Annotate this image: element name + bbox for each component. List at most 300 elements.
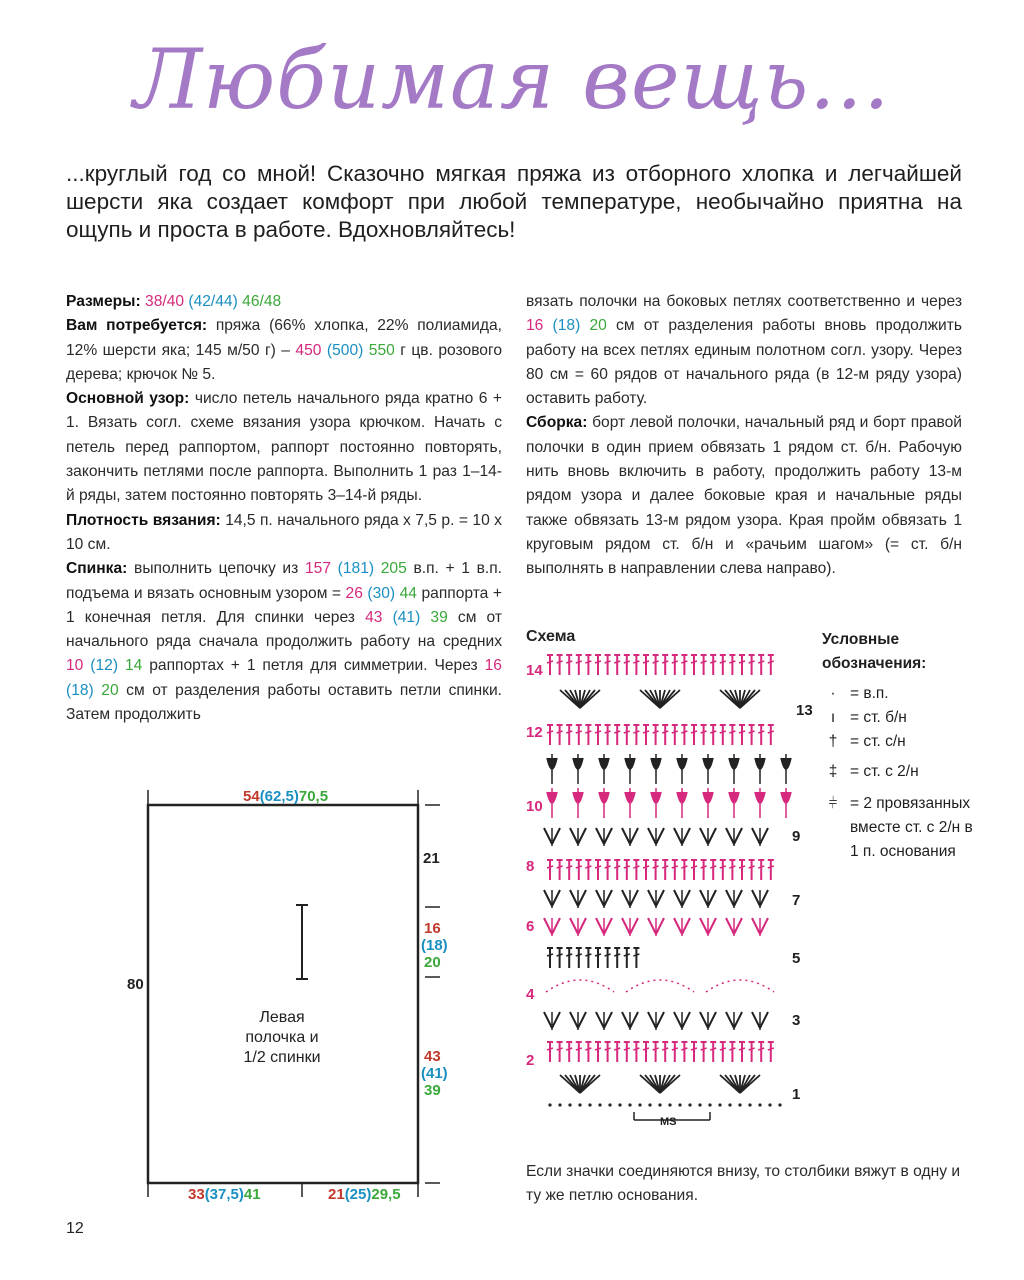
row-2-stitch-bar bbox=[576, 1048, 582, 1050]
yarn-b: (500) bbox=[326, 341, 364, 359]
row-14-stitch-bar bbox=[672, 661, 678, 663]
row-12-stitch-bar bbox=[624, 731, 630, 733]
legend-text-sc: = ст. б/н bbox=[850, 709, 907, 726]
assembly-paragraph bbox=[526, 411, 962, 581]
row-2-stitch-bar bbox=[681, 1048, 687, 1050]
back-b1: (181) bbox=[337, 560, 375, 578]
row-2-stitch-bar bbox=[566, 1048, 572, 1050]
row-2-stitch-bar bbox=[701, 1048, 707, 1050]
page-number: 12 bbox=[66, 1220, 84, 1237]
row-0-chain bbox=[728, 1103, 731, 1106]
row-14-stitch-bar bbox=[681, 661, 687, 663]
row-3-v-left bbox=[622, 1012, 630, 1028]
treble-crochet-icon: ‡ bbox=[828, 763, 838, 780]
back-b3: (41) bbox=[392, 608, 421, 626]
row-8-stitch-bar bbox=[691, 866, 697, 868]
row-3-v-left bbox=[700, 1012, 708, 1028]
yarn-c: 550 bbox=[368, 341, 395, 359]
back-a4: 10 bbox=[66, 657, 84, 675]
row-3-v-right bbox=[630, 1012, 638, 1028]
row-14-stitch-bar bbox=[624, 661, 630, 663]
row-14-stitch-bar bbox=[701, 661, 707, 663]
row-12-stitch-bar bbox=[758, 731, 764, 733]
row-6-v-left bbox=[648, 918, 656, 934]
row-3-v-right bbox=[682, 1012, 690, 1028]
row-14-stitch-bar bbox=[662, 661, 668, 663]
row-8-stitch-bar bbox=[633, 866, 639, 868]
size-c: 46/48 bbox=[242, 293, 282, 310]
row-number-6: 6 bbox=[526, 918, 535, 935]
lower-a: 43 bbox=[424, 1048, 441, 1065]
chain-stitch-icon: · bbox=[830, 685, 836, 702]
row-0-chain bbox=[628, 1103, 631, 1106]
row-2-stitch-bar bbox=[768, 1048, 774, 1050]
back-c1: 205 bbox=[380, 560, 407, 578]
row-3-v-right bbox=[604, 1012, 612, 1028]
size-a: 38/40 bbox=[145, 293, 185, 310]
row-0-chain bbox=[598, 1103, 601, 1106]
row-2-stitch-bar bbox=[691, 1048, 697, 1050]
gauge-label: Плотность вязания: bbox=[66, 511, 221, 529]
back-text-2: в.п. + 1 в.п. подъема и вязать основным узором = bbox=[66, 560, 502, 602]
assembly-text: борт левой полочки, начальный ряд и борт правой полочки в один прием обвязать 1 рядом ст. б/н. Рабочую нить вновь включить в работу, продолжить работу 13-м рядом узора и далее боковые края и начальные ряды также обвязать 13-м рядом узора. Края пройм обвязать 1 круговым рядом ст. б/н и «рачьим шагом» (= ст. б/н выполнять в направлении слева направо). bbox=[526, 414, 962, 578]
row-6-v-right bbox=[552, 918, 560, 934]
legend-item-sc bbox=[822, 706, 982, 730]
back-b4: (12) bbox=[90, 657, 119, 675]
row-8-stitch-bar bbox=[662, 866, 668, 868]
row-8-stitch-bar bbox=[585, 866, 591, 868]
legend bbox=[822, 628, 982, 864]
back-text-1: выполнить цепочку из bbox=[134, 560, 299, 578]
row-14-stitch-bar bbox=[595, 661, 601, 663]
row-6-v-right bbox=[578, 918, 586, 934]
back-c2: 44 bbox=[399, 584, 417, 602]
row-8-stitch-bar bbox=[566, 866, 572, 868]
row-6-v-right bbox=[760, 918, 768, 934]
row-14-stitch-bar bbox=[749, 661, 755, 663]
row-9-v-right bbox=[682, 828, 690, 844]
row-2-stitch-bar bbox=[585, 1048, 591, 1050]
sizes-label: Размеры: bbox=[66, 293, 141, 310]
row-12-stitch-bar bbox=[729, 731, 735, 733]
row-5-stitch-bar bbox=[624, 954, 630, 956]
row-0-chain bbox=[738, 1103, 741, 1106]
row-14-stitch-bar bbox=[585, 661, 591, 663]
row-12-stitch-bar bbox=[710, 731, 716, 733]
row-2-stitch-bar bbox=[557, 1048, 563, 1050]
row-number-8: 8 bbox=[526, 858, 535, 875]
row-5-stitch-bar bbox=[576, 954, 582, 956]
row-7-v-left bbox=[674, 890, 682, 906]
row-2-stitch-bar bbox=[614, 1048, 620, 1050]
pattern-piece-diagram bbox=[120, 785, 450, 1205]
piece-outline bbox=[148, 805, 418, 1183]
row-9-v-left bbox=[570, 828, 578, 844]
row-6-v-right bbox=[604, 918, 612, 934]
row-9-v-left bbox=[726, 828, 734, 844]
back-paragraph bbox=[66, 557, 502, 727]
row-7-v-right bbox=[552, 890, 560, 906]
row-number-3: 3 bbox=[792, 1012, 801, 1029]
bottom-left-a: 33 bbox=[188, 1186, 205, 1203]
row-6-v-left bbox=[544, 918, 552, 934]
back-a2: 26 bbox=[345, 584, 363, 602]
row-0-chain bbox=[588, 1103, 591, 1106]
row-7-v-right bbox=[760, 890, 768, 906]
right-column bbox=[526, 290, 962, 582]
row-3-v-right bbox=[760, 1012, 768, 1028]
row-7-v-right bbox=[682, 890, 690, 906]
row-0-chain bbox=[718, 1103, 721, 1106]
row-0-chain bbox=[558, 1103, 561, 1106]
row-3-v-left bbox=[570, 1012, 578, 1028]
row-7-v-left bbox=[700, 890, 708, 906]
row-9-v-right bbox=[604, 828, 612, 844]
row-0-chain bbox=[778, 1103, 781, 1106]
row-0-chain bbox=[648, 1103, 651, 1106]
row-2-stitch-bar bbox=[758, 1048, 764, 1050]
row-8-stitch-bar bbox=[758, 866, 764, 868]
row-3-v-left bbox=[726, 1012, 734, 1028]
row-8-stitch-bar bbox=[720, 866, 726, 868]
row-2-stitch-bar bbox=[720, 1048, 726, 1050]
row-5-stitch-bar bbox=[633, 954, 639, 956]
width-b: (62,5) bbox=[259, 788, 299, 805]
bottom-right-label bbox=[328, 1186, 401, 1203]
row-9-v-left bbox=[648, 828, 656, 844]
row-2-stitch-bar bbox=[662, 1048, 668, 1050]
continue-text-1: вязать полочки на боковых петлях соответственно и через bbox=[526, 293, 962, 310]
split-height-label bbox=[421, 920, 448, 971]
row-14-stitch-bar bbox=[643, 661, 649, 663]
row-2-stitch-bar bbox=[595, 1048, 601, 1050]
row-3-v-left bbox=[752, 1012, 760, 1028]
row-12-stitch-bar bbox=[749, 731, 755, 733]
row-2-stitch-bar bbox=[653, 1048, 659, 1050]
ms-label: MS bbox=[660, 1116, 677, 1128]
gauge-text: 14,5 п. начального ряда х 7,5 р. = 10 х 10 см. bbox=[66, 511, 502, 553]
row-12-stitch-bar bbox=[681, 731, 687, 733]
row-8-stitch-bar bbox=[710, 866, 716, 868]
row-7-v-left bbox=[726, 890, 734, 906]
back-a5: 16 bbox=[484, 657, 502, 675]
double-crochet-icon: † bbox=[828, 733, 838, 750]
row-6-v-left bbox=[726, 918, 734, 934]
split-c: 20 bbox=[424, 954, 441, 971]
row-4-arch bbox=[706, 980, 774, 992]
back-a1: 157 bbox=[304, 560, 331, 578]
row-7-v-left bbox=[570, 890, 578, 906]
row-12-stitch-bar bbox=[662, 731, 668, 733]
legend-text-tr: = ст. с 2/н bbox=[850, 763, 919, 780]
row-0-chain bbox=[658, 1103, 661, 1106]
row-3-v-right bbox=[552, 1012, 560, 1028]
row-6-v-left bbox=[570, 918, 578, 934]
back-text-5: раппортах + 1 петля для симметрии. Через bbox=[149, 657, 478, 675]
row-2-stitch-bar bbox=[672, 1048, 678, 1050]
row-0-chain bbox=[708, 1103, 711, 1106]
row-2-stitch-bar bbox=[739, 1048, 745, 1050]
row-7-v-right bbox=[708, 890, 716, 906]
row-number-2: 2 bbox=[526, 1052, 535, 1069]
row-6-v-right bbox=[682, 918, 690, 934]
row-8-stitch-bar bbox=[595, 866, 601, 868]
row-12-stitch-bar bbox=[614, 731, 620, 733]
row-0-chain bbox=[688, 1103, 691, 1106]
row-0-chain bbox=[548, 1103, 551, 1106]
row-8-stitch-bar bbox=[672, 866, 678, 868]
row-6-v-right bbox=[656, 918, 664, 934]
row-6-v-right bbox=[630, 918, 638, 934]
bottom-right-a: 21 bbox=[328, 1186, 345, 1203]
row-number-7: 7 bbox=[792, 892, 801, 909]
lower-c: 39 bbox=[424, 1082, 441, 1099]
row-14-stitch-bar bbox=[729, 661, 735, 663]
row-6-v-left bbox=[752, 918, 760, 934]
bottom-left-b: (37,5) bbox=[204, 1186, 244, 1203]
row-7-v-right bbox=[630, 890, 638, 906]
back-text-4: см от начального ряда сначала продолжить работу на средних bbox=[66, 608, 503, 651]
row-8-stitch-bar bbox=[749, 866, 755, 868]
row-number-1: 1 bbox=[792, 1086, 801, 1103]
row-8-stitch-bar bbox=[701, 866, 707, 868]
legend-title: Условные обозначения: bbox=[822, 631, 927, 672]
back-label: Спинка: bbox=[66, 560, 128, 578]
row-12-stitch-bar bbox=[566, 731, 572, 733]
row-9-v-left bbox=[596, 828, 604, 844]
sizes-paragraph bbox=[66, 290, 502, 314]
row-14-stitch-bar bbox=[576, 661, 582, 663]
scheme-title: Схема bbox=[526, 628, 576, 645]
row-3-v-right bbox=[578, 1012, 586, 1028]
row-9-v-left bbox=[752, 828, 760, 844]
pattern-text: число петель начального ряда кратно 6 + 1. Вязать согл. схеме вязания узора крючком. Начать с петель перед раппортом, раппорт постоянно повторять, закончить петлями после раппорта. Выполнить 1 раз 1–14-й ряды, затем постоянно повторять 3–14-й ряды. bbox=[66, 390, 502, 505]
row-number-4: 4 bbox=[526, 986, 535, 1003]
row-9-v-left bbox=[700, 828, 708, 844]
row-14-stitch-bar bbox=[691, 661, 697, 663]
row-6-v-right bbox=[708, 918, 716, 934]
row-8-stitch-bar bbox=[605, 866, 611, 868]
back-c3: 39 bbox=[430, 608, 448, 626]
legend-item-dc bbox=[822, 730, 982, 754]
split-a: 16 bbox=[424, 920, 441, 937]
row-9-v-right bbox=[708, 828, 716, 844]
back-text-3: раппорта + 1 конечная петля. Для спинки через bbox=[66, 584, 502, 626]
row-number-14: 14 bbox=[526, 662, 543, 679]
back-c5: 20 bbox=[101, 681, 119, 699]
row-9-v-right bbox=[734, 828, 742, 844]
row-number-5: 5 bbox=[792, 950, 801, 967]
row-12-stitch-bar bbox=[605, 731, 611, 733]
row-number-10: 10 bbox=[526, 798, 543, 815]
row-12-stitch-bar bbox=[557, 731, 563, 733]
width-label bbox=[243, 788, 328, 805]
row-2-stitch-bar bbox=[749, 1048, 755, 1050]
row-6-v-left bbox=[674, 918, 682, 934]
row-9-v-left bbox=[622, 828, 630, 844]
row-8-stitch-bar bbox=[614, 866, 620, 868]
row-4-arch bbox=[546, 980, 614, 992]
legend-item-chain bbox=[822, 682, 982, 706]
width-c: 70,5 bbox=[298, 788, 329, 805]
row-6-v-left bbox=[596, 918, 604, 934]
yarn-a: 450 bbox=[295, 341, 322, 359]
row-5-stitch-bar bbox=[566, 954, 572, 956]
split-b: (18) bbox=[421, 937, 448, 954]
materials-text-1: пряжа (66% хлопка, 22% полиамида, 12% шерсти яка; 145 м/50 г) – bbox=[66, 317, 502, 359]
row-8-stitch-bar bbox=[729, 866, 735, 868]
legend-text-dc: = ст. с/н bbox=[850, 733, 906, 750]
row-0-chain bbox=[608, 1103, 611, 1106]
materials-paragraph bbox=[66, 314, 502, 387]
height-label: 80 bbox=[127, 976, 144, 993]
bottom-right-b: (25) bbox=[344, 1186, 372, 1203]
row-2-stitch-bar bbox=[547, 1048, 553, 1050]
row-0-chain bbox=[698, 1103, 701, 1106]
row-5-stitch-bar bbox=[547, 954, 553, 956]
row-0-chain bbox=[668, 1103, 671, 1106]
scheme-symbols bbox=[544, 655, 791, 1107]
row-5-stitch-bar bbox=[585, 954, 591, 956]
row-7-v-left bbox=[544, 890, 552, 906]
row-12-stitch-bar bbox=[595, 731, 601, 733]
row-14-stitch-bar bbox=[739, 661, 745, 663]
row-8-stitch-bar bbox=[739, 866, 745, 868]
bottom-left-label bbox=[188, 1186, 261, 1203]
page-title: Любимая вещь... bbox=[133, 33, 891, 128]
row-12-stitch-bar bbox=[633, 731, 639, 733]
row-2-stitch-bar bbox=[605, 1048, 611, 1050]
row-14-stitch-bar bbox=[633, 661, 639, 663]
row-0-chain bbox=[638, 1103, 641, 1106]
row-12-stitch-bar bbox=[739, 731, 745, 733]
pattern-label: Основной узор: bbox=[66, 390, 190, 408]
row-6-v-left bbox=[700, 918, 708, 934]
lower-height-label bbox=[421, 1048, 448, 1099]
row-7-v-right bbox=[734, 890, 742, 906]
row-9-v-left bbox=[544, 828, 552, 844]
row-2-stitch-bar bbox=[643, 1048, 649, 1050]
row-12-stitch-bar bbox=[653, 731, 659, 733]
row-8-stitch-bar bbox=[624, 866, 630, 868]
row-12-stitch-bar bbox=[768, 731, 774, 733]
row-3-v-left bbox=[544, 1012, 552, 1028]
row-14-stitch-bar bbox=[710, 661, 716, 663]
intro-text: ...круглый год со мной! Сказочно мягкая пряжа из отборного хлопка и легчайшей шерсти яка создает комфорт при любой температуре, необычайно приятна на ощупь и проста в работе. Вдохновляйтесь! bbox=[66, 161, 962, 242]
continue-b: (18) bbox=[552, 317, 581, 335]
row-7-v-left bbox=[596, 890, 604, 906]
row-0-chain bbox=[748, 1103, 751, 1106]
row-7-v-right bbox=[578, 890, 586, 906]
row-8-stitch-bar bbox=[576, 866, 582, 868]
legend-text-cluster: = 2 провязанных вместе ст. с 2/н в 1 п. основания bbox=[850, 795, 973, 860]
scheme-footnote: Если значки соединяются внизу, то столбики вяжут в одну и ту же петлю основания. bbox=[526, 1163, 961, 1204]
row-9-v-right bbox=[656, 828, 664, 844]
width-a: 54 bbox=[243, 788, 260, 805]
single-crochet-icon: ı bbox=[830, 709, 836, 726]
row-3-v-left bbox=[596, 1012, 604, 1028]
continue-c: 20 bbox=[589, 317, 607, 335]
row-number-9: 9 bbox=[792, 828, 801, 845]
row-2-stitch-bar bbox=[710, 1048, 716, 1050]
continue-text-2: см от разделения работы вновь продолжить работу на всех петлях единым полотном согл. узору. Через 80 см = 60 рядов от начального ряда (в 12-м ряду узора) оставить работу. bbox=[526, 317, 962, 408]
bottom-right-c: 29,5 bbox=[371, 1186, 401, 1203]
row-0-chain bbox=[758, 1103, 761, 1106]
row-2-stitch-bar bbox=[624, 1048, 630, 1050]
row-14-stitch-bar bbox=[605, 661, 611, 663]
row-14-stitch-bar bbox=[566, 661, 572, 663]
gauge-paragraph bbox=[66, 509, 502, 558]
row-2-stitch-bar bbox=[633, 1048, 639, 1050]
row-2-stitch-bar bbox=[729, 1048, 735, 1050]
row-12-stitch-bar bbox=[576, 731, 582, 733]
left-column bbox=[66, 290, 502, 727]
size-b: (42/44) bbox=[188, 293, 238, 310]
row-12-stitch-bar bbox=[643, 731, 649, 733]
row-14-stitch-bar bbox=[720, 661, 726, 663]
row-7-v-right bbox=[604, 890, 612, 906]
row-12-stitch-bar bbox=[720, 731, 726, 733]
legend-item-tr bbox=[822, 760, 982, 784]
back-c4: 14 bbox=[124, 657, 143, 675]
row-8-stitch-bar bbox=[681, 866, 687, 868]
row-12-stitch-bar bbox=[701, 731, 707, 733]
row-5-stitch-bar bbox=[614, 954, 620, 956]
back-a3: 43 bbox=[365, 608, 383, 626]
row-9-v-right bbox=[552, 828, 560, 844]
crochet-scheme bbox=[540, 650, 800, 1130]
row-9-v-right bbox=[760, 828, 768, 844]
row-14-stitch-bar bbox=[547, 661, 553, 663]
row-5-stitch-bar bbox=[595, 954, 601, 956]
legend-item-cluster bbox=[822, 792, 982, 864]
row-8-stitch-bar bbox=[653, 866, 659, 868]
row-number-12: 12 bbox=[526, 724, 543, 741]
row-4-arch bbox=[626, 980, 694, 992]
row-3-v-left bbox=[674, 1012, 682, 1028]
row-7-v-left bbox=[622, 890, 630, 906]
row-3-v-left bbox=[648, 1012, 656, 1028]
continue-a: 16 bbox=[526, 317, 544, 335]
row-12-stitch-bar bbox=[585, 731, 591, 733]
back-text-6: см от разделения работы оставить петли спинки. Затем продолжить bbox=[66, 681, 502, 724]
materials-text-2: г цв. розового дерева; крючок № 5. bbox=[66, 341, 502, 383]
row-0-chain bbox=[578, 1103, 581, 1106]
legend-text-chain: = в.п. bbox=[850, 685, 889, 702]
row-0-chain bbox=[678, 1103, 681, 1106]
row-7-v-right bbox=[656, 890, 664, 906]
row-14-stitch-bar bbox=[614, 661, 620, 663]
back-b5: (18) bbox=[66, 681, 94, 699]
back-b2: (30) bbox=[367, 584, 396, 602]
row-14-stitch-bar bbox=[557, 661, 563, 663]
continue-paragraph bbox=[526, 290, 962, 411]
materials-label: Вам потребуется: bbox=[66, 317, 208, 335]
row-7-v-left bbox=[752, 890, 760, 906]
row-5-stitch-bar bbox=[605, 954, 611, 956]
row-8-stitch-bar bbox=[768, 866, 774, 868]
row-8-stitch-bar bbox=[643, 866, 649, 868]
row-3-v-right bbox=[708, 1012, 716, 1028]
row-12-stitch-bar bbox=[547, 731, 553, 733]
row-9-v-right bbox=[578, 828, 586, 844]
row-3-v-right bbox=[734, 1012, 742, 1028]
row-3-v-right bbox=[656, 1012, 664, 1028]
row-6-v-right bbox=[734, 918, 742, 934]
row-0-chain bbox=[568, 1103, 571, 1106]
bottom-left-c: 41 bbox=[243, 1186, 261, 1203]
cluster-icon: ⫩ bbox=[828, 795, 838, 812]
